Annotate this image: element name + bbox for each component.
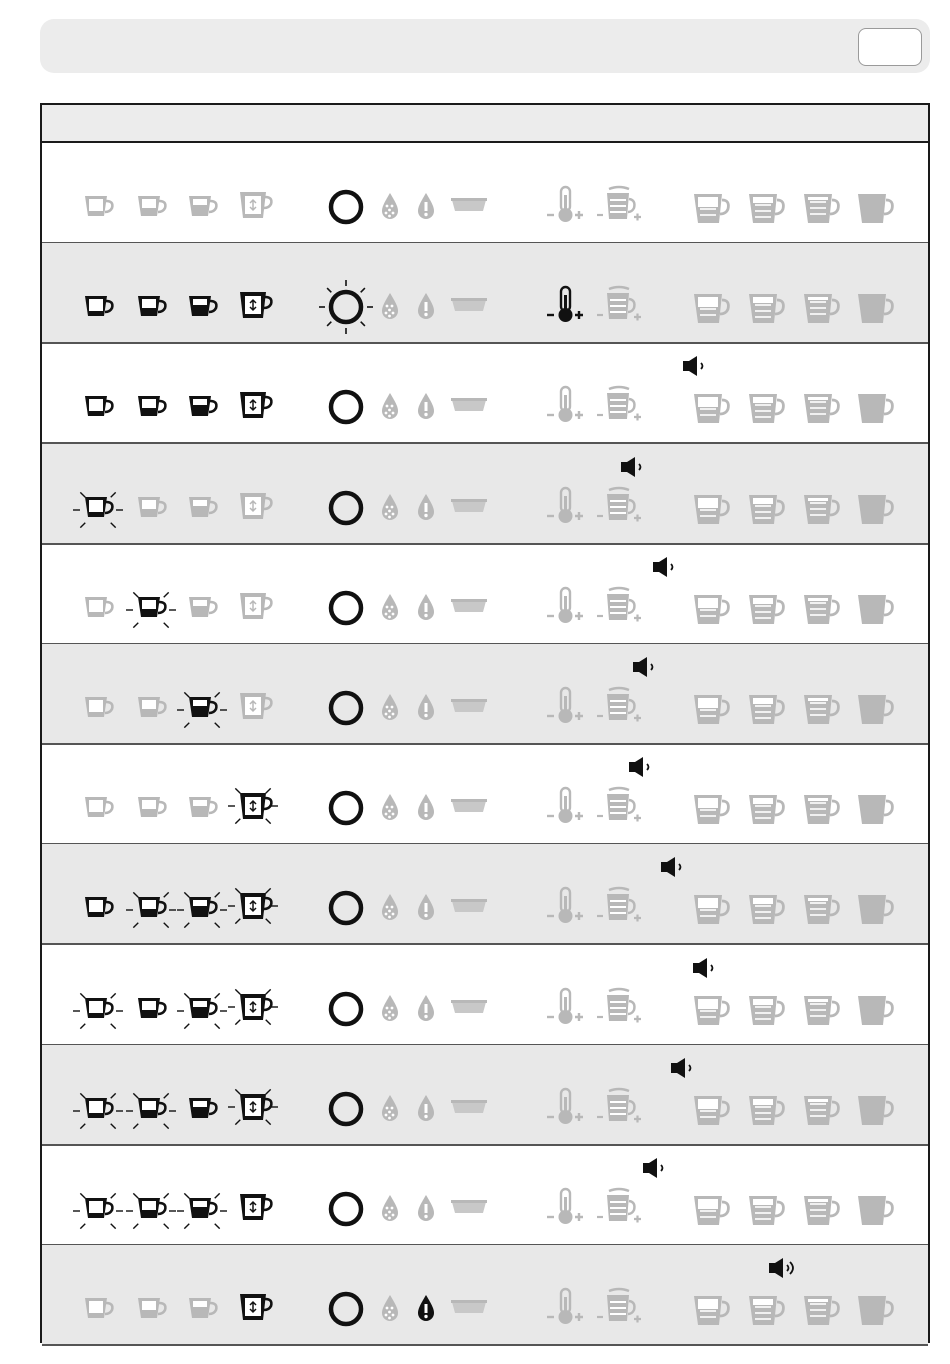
size-medium-icon <box>747 492 787 526</box>
espresso-small-cup-icon <box>83 192 117 222</box>
status-ring-icon <box>314 476 378 540</box>
size-small-icon <box>692 1093 732 1127</box>
temperature-adjust-icon <box>545 786 589 826</box>
espresso-cup-icon <box>136 793 170 823</box>
programmable-cup-icon <box>230 888 280 928</box>
table-row <box>42 143 928 244</box>
size-large-icon <box>802 1293 842 1327</box>
coffee-cup-icon <box>187 593 221 623</box>
strength-adjust-icon <box>597 486 643 526</box>
programmable-cup-icon <box>238 192 272 222</box>
table-row <box>42 243 928 344</box>
coffee-cup-icon <box>179 989 229 1029</box>
water-warning-icon <box>415 291 437 321</box>
table-row <box>42 945 928 1046</box>
temperature-adjust-icon <box>545 185 589 225</box>
strength-adjust-icon <box>597 786 643 826</box>
descale-drop-icon <box>379 1293 401 1323</box>
coffee-cup-icon <box>179 888 229 928</box>
descale-drop-icon <box>379 492 401 522</box>
drip-tray-icon <box>451 197 487 215</box>
coffee-cup-icon <box>187 793 221 823</box>
drip-tray-icon <box>451 598 487 616</box>
size-small-icon <box>692 391 732 425</box>
size-medium-icon <box>747 692 787 726</box>
espresso-small-cup-icon <box>83 1294 117 1324</box>
size-small-icon <box>692 191 732 225</box>
speaker-icon <box>670 1057 700 1079</box>
size-medium-icon <box>747 792 787 826</box>
coffee-cup-icon <box>179 688 229 728</box>
status-ring-icon <box>314 275 378 339</box>
drip-tray-icon <box>451 1299 487 1317</box>
size-medium-icon <box>747 1093 787 1127</box>
descale-drop-icon <box>379 391 401 421</box>
coffee-cup-icon <box>187 292 221 322</box>
water-warning-icon <box>415 592 437 622</box>
descale-drop-icon <box>379 1193 401 1223</box>
size-small-icon <box>692 592 732 626</box>
status-ring-icon <box>314 1177 378 1241</box>
size-xl-icon <box>856 291 896 325</box>
drip-tray-icon <box>451 297 487 315</box>
descale-drop-icon <box>379 792 401 822</box>
programmable-cup-icon <box>238 693 272 723</box>
temperature-adjust-icon <box>545 285 589 325</box>
size-large-icon <box>802 492 842 526</box>
speaker-icon <box>628 756 658 778</box>
table-row <box>42 744 928 845</box>
strength-adjust-icon <box>597 185 643 225</box>
size-small-icon <box>692 492 732 526</box>
espresso-cup-icon <box>128 588 178 628</box>
drip-tray-icon <box>451 397 487 415</box>
table-row <box>42 644 928 745</box>
size-xl-icon <box>856 993 896 1027</box>
espresso-cup-icon <box>128 1089 178 1129</box>
table-row <box>42 544 928 645</box>
size-small-icon <box>692 692 732 726</box>
water-warning-icon <box>415 993 437 1023</box>
espresso-cup-icon <box>136 192 170 222</box>
programmable-cup-icon <box>238 292 272 322</box>
table-row <box>42 1045 928 1146</box>
espresso-cup-icon <box>136 1294 170 1324</box>
size-xl-icon <box>856 892 896 926</box>
size-xl-icon <box>856 391 896 425</box>
size-xl-icon <box>856 492 896 526</box>
strength-adjust-icon <box>597 285 643 325</box>
coffee-cup-icon <box>187 1094 221 1124</box>
descale-drop-icon <box>379 1093 401 1123</box>
drip-tray-icon <box>451 498 487 516</box>
temperature-adjust-icon <box>545 1287 589 1327</box>
size-medium-icon <box>747 291 787 325</box>
table-row <box>42 343 928 444</box>
speaker-icon <box>692 957 722 979</box>
size-large-icon <box>802 592 842 626</box>
table-row <box>42 1245 928 1346</box>
size-large-icon <box>802 792 842 826</box>
programmable-cup-icon <box>238 593 272 623</box>
strength-adjust-icon <box>597 686 643 726</box>
water-warning-icon <box>415 692 437 722</box>
espresso-small-cup-icon <box>75 1189 125 1229</box>
table-row <box>42 1145 928 1246</box>
table-row <box>42 844 928 945</box>
size-small-icon <box>692 993 732 1027</box>
coffee-cup-icon <box>187 192 221 222</box>
speaker-icon <box>682 355 712 377</box>
temperature-adjust-icon <box>545 1187 589 1227</box>
status-ring-icon <box>314 1077 378 1141</box>
strength-adjust-icon <box>597 1287 643 1327</box>
drip-tray-icon <box>451 898 487 916</box>
size-xl-icon <box>856 792 896 826</box>
espresso-cup-icon <box>128 1189 178 1229</box>
espresso-cup-icon <box>136 693 170 723</box>
size-xl-icon <box>856 1093 896 1127</box>
size-xl-icon <box>856 692 896 726</box>
drip-tray-icon <box>451 1099 487 1117</box>
programmable-cup-icon <box>238 1194 272 1224</box>
descale-drop-icon <box>379 592 401 622</box>
page-number-box <box>858 28 922 66</box>
temperature-adjust-icon <box>545 987 589 1027</box>
size-large-icon <box>802 291 842 325</box>
size-medium-icon <box>747 993 787 1027</box>
strength-adjust-icon <box>597 385 643 425</box>
water-warning-icon <box>415 391 437 421</box>
espresso-small-cup-icon <box>75 989 125 1029</box>
strength-adjust-icon <box>597 1087 643 1127</box>
espresso-small-cup-icon <box>75 488 125 528</box>
speaker-icon <box>642 1157 672 1179</box>
speaker-icon <box>620 456 650 478</box>
size-xl-icon <box>856 592 896 626</box>
size-medium-icon <box>747 391 787 425</box>
programmable-cup-icon <box>238 493 272 523</box>
coffee-cup-icon <box>187 493 221 523</box>
espresso-small-cup-icon <box>75 1089 125 1129</box>
descale-drop-icon <box>379 692 401 722</box>
status-ring-icon <box>314 676 378 740</box>
espresso-small-cup-icon <box>83 793 117 823</box>
espresso-cup-icon <box>136 292 170 322</box>
water-warning-icon <box>415 1293 437 1323</box>
table-header <box>42 105 928 143</box>
drip-tray-icon <box>451 1199 487 1217</box>
espresso-small-cup-icon <box>83 893 117 923</box>
water-warning-icon <box>415 1093 437 1123</box>
programmable-cup-icon <box>238 1294 272 1324</box>
coffee-cup-icon <box>187 392 221 422</box>
speaker-icon <box>660 856 690 878</box>
speaker-icon <box>632 656 662 678</box>
size-large-icon <box>802 391 842 425</box>
programmable-cup-icon <box>238 392 272 422</box>
header-bar <box>40 19 930 73</box>
coffee-cup-icon <box>179 1189 229 1229</box>
status-ring-icon <box>314 576 378 640</box>
size-medium-icon <box>747 191 787 225</box>
espresso-small-cup-icon <box>83 392 117 422</box>
temperature-adjust-icon <box>545 686 589 726</box>
temperature-adjust-icon <box>545 486 589 526</box>
size-medium-icon <box>747 892 787 926</box>
size-large-icon <box>802 1093 842 1127</box>
size-small-icon <box>692 1193 732 1227</box>
status-ring-icon <box>314 1277 378 1341</box>
size-xl-icon <box>856 1193 896 1227</box>
water-warning-icon <box>415 1193 437 1223</box>
speaker-icon <box>768 1257 798 1279</box>
programmable-cup-icon <box>230 989 280 1029</box>
status-ring-icon <box>314 776 378 840</box>
size-large-icon <box>802 1193 842 1227</box>
water-warning-icon <box>415 492 437 522</box>
size-medium-icon <box>747 1193 787 1227</box>
size-small-icon <box>692 1293 732 1327</box>
status-ring-icon <box>314 876 378 940</box>
descale-drop-icon <box>379 892 401 922</box>
drip-tray-icon <box>451 999 487 1017</box>
water-warning-icon <box>415 892 437 922</box>
size-medium-icon <box>747 592 787 626</box>
drip-tray-icon <box>451 698 487 716</box>
espresso-cup-icon <box>136 493 170 523</box>
size-small-icon <box>692 792 732 826</box>
size-large-icon <box>802 993 842 1027</box>
temperature-adjust-icon <box>545 1087 589 1127</box>
status-ring-icon <box>314 175 378 239</box>
programmable-cup-icon <box>230 788 280 828</box>
temperature-adjust-icon <box>545 886 589 926</box>
size-large-icon <box>802 892 842 926</box>
strength-adjust-icon <box>597 987 643 1027</box>
coffee-cup-icon <box>187 1294 221 1324</box>
size-medium-icon <box>747 1293 787 1327</box>
espresso-cup-icon <box>128 888 178 928</box>
size-xl-icon <box>856 1293 896 1327</box>
espresso-cup-icon <box>136 994 170 1024</box>
descale-drop-icon <box>379 191 401 221</box>
size-large-icon <box>802 191 842 225</box>
status-ring-icon <box>314 977 378 1041</box>
speaker-icon <box>652 556 682 578</box>
strength-adjust-icon <box>597 1187 643 1227</box>
size-small-icon <box>692 291 732 325</box>
water-warning-icon <box>415 191 437 221</box>
descale-drop-icon <box>379 291 401 321</box>
espresso-small-cup-icon <box>83 292 117 322</box>
temperature-adjust-icon <box>545 385 589 425</box>
descale-drop-icon <box>379 993 401 1023</box>
espresso-small-cup-icon <box>83 693 117 723</box>
status-ring-icon <box>314 375 378 439</box>
espresso-cup-icon <box>136 392 170 422</box>
strength-adjust-icon <box>597 886 643 926</box>
espresso-small-cup-icon <box>83 593 117 623</box>
table-row <box>42 444 928 545</box>
temperature-adjust-icon <box>545 586 589 626</box>
size-large-icon <box>802 692 842 726</box>
status-table <box>40 103 930 1343</box>
drip-tray-icon <box>451 798 487 816</box>
programmable-cup-icon <box>230 1089 280 1129</box>
size-xl-icon <box>856 191 896 225</box>
water-warning-icon <box>415 792 437 822</box>
strength-adjust-icon <box>597 586 643 626</box>
size-small-icon <box>692 892 732 926</box>
